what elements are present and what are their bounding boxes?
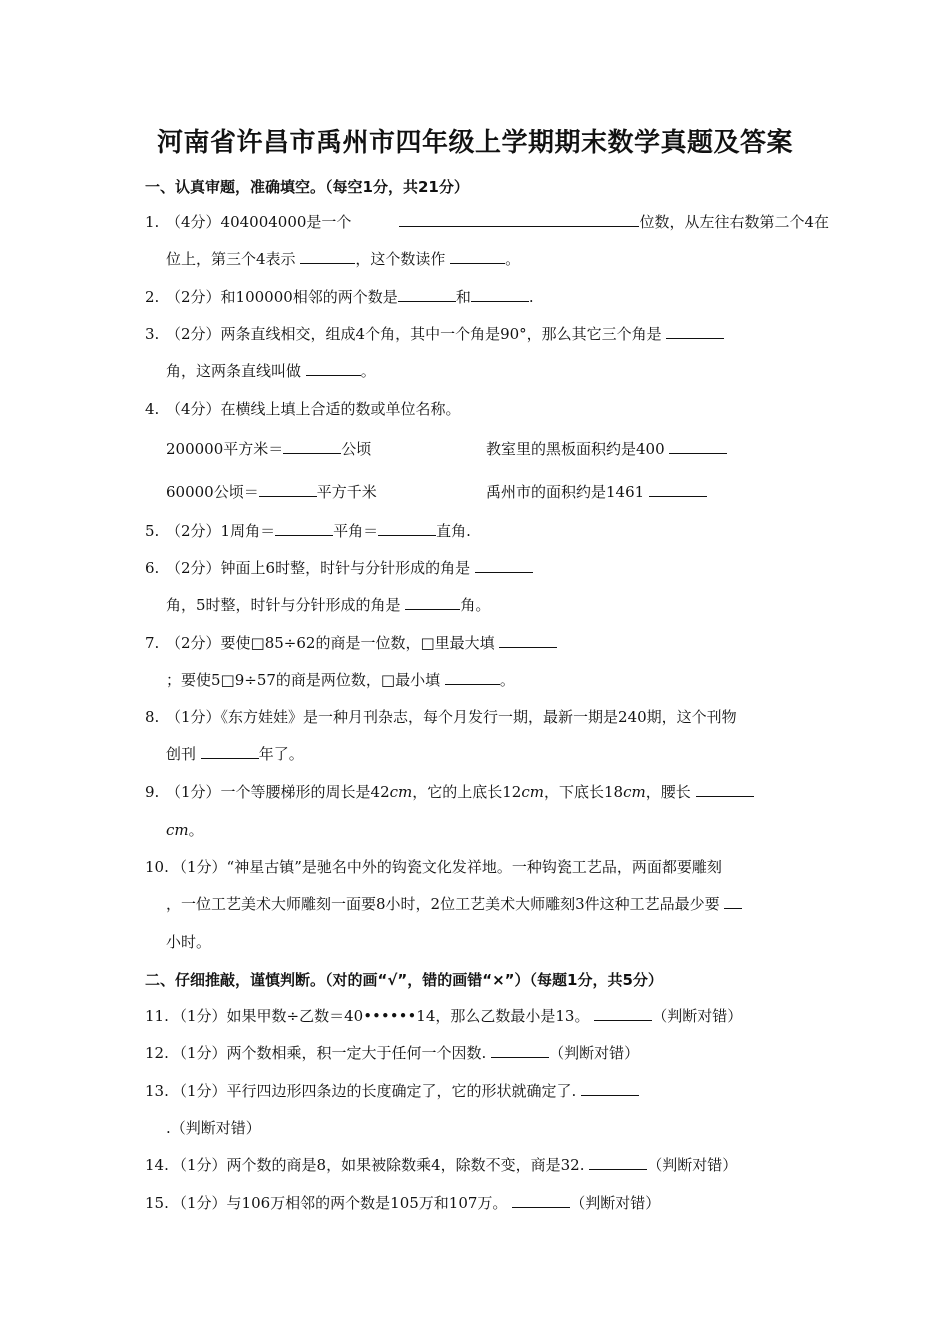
- q3-line2: [166, 361, 376, 381]
- q2-blank-2[interactable]: [471, 287, 529, 302]
- q8-text-c: 年了。: [258, 745, 304, 763]
- q5-text-a: （2分）1周角＝: [166, 522, 276, 540]
- q2-text-b: 和: [455, 288, 471, 306]
- q7-number: 7.: [145, 634, 160, 652]
- q3-blank-2[interactable]: [306, 361, 361, 376]
- q4-text-r1a: 200000平方米＝: [166, 440, 284, 458]
- q3-blank-1[interactable]: [666, 324, 724, 339]
- q14-text-a: （1分）两个数的商是8，如果被除数乘4，除数不变，商是32.: [172, 1156, 585, 1174]
- q3-number: 3.: [145, 325, 160, 343]
- q10-line3: 小时。: [166, 933, 212, 951]
- q14-blank-1[interactable]: [589, 1155, 647, 1170]
- q4-blank-2[interactable]: [669, 439, 727, 454]
- q2-line: [166, 287, 534, 307]
- q9-text-a: （1分）一个等腰梯形的周长是42: [166, 783, 390, 801]
- q14-number: 14.: [145, 1156, 169, 1174]
- q8-line1: （1分）《东方娃娃》是一种月刊杂志，每个月发行一期，最新一期是240期，这个刊物: [166, 708, 737, 726]
- q4-number: 4.: [145, 400, 160, 418]
- section-2-heading: 二、仔细推敲，谨慎判断。（对的画“√”，错的画错“×”）（每题1分，共5分）: [145, 971, 663, 989]
- q8-line2: [166, 744, 304, 764]
- q6-text-a: （2分）钟面上6时整，时针与分针形成的角是: [166, 559, 471, 577]
- q4-row1-right: [486, 439, 727, 459]
- q12-text-a: （1分）两个数相乘，积一定大于任何一个因数.: [172, 1044, 487, 1062]
- q8-text-b: 创刊: [166, 745, 197, 763]
- q11-number: 11.: [145, 1007, 169, 1025]
- q9-blank-1[interactable]: [696, 782, 754, 797]
- q13-line2: .（判断对错）: [166, 1119, 261, 1137]
- q15-blank-1[interactable]: [512, 1193, 570, 1208]
- q13-text-a: （1分）平行四边形四条边的长度确定了，它的形状就确定了.: [172, 1082, 577, 1100]
- q11-text-a: （1分）如果甲数÷乙数＝40••••••14，那么乙数最小是13。: [172, 1007, 590, 1025]
- q15-text-b: （判断对错）: [570, 1194, 661, 1212]
- q3-text-b: 角，这两条直线叫做: [166, 362, 302, 380]
- q10-text-b: ，一位工艺美术大师雕刻一面要8小时，2位工艺美术大师雕刻3件这种工艺品最少要: [166, 895, 720, 913]
- q4-blank-1[interactable]: [283, 439, 341, 454]
- q9-number: 9.: [145, 783, 160, 801]
- q5-line: [166, 521, 471, 541]
- q13-number: 13.: [145, 1082, 169, 1100]
- q7-text-c: 。: [499, 671, 515, 689]
- q6-text-b: 角，5时整，时针与分针形成的角是: [166, 596, 401, 614]
- q7-text-a: （2分）要使□85÷62的商是一位数，□里最大填: [166, 634, 495, 652]
- q1-number: 1.: [145, 213, 160, 231]
- section-1-heading: 一、认真审题，准确填空。（每空1分，共21分）: [145, 178, 469, 196]
- q3-line1: [166, 324, 724, 344]
- q9-text-d: ，腰长: [645, 783, 691, 801]
- q2-blank-1[interactable]: [398, 287, 456, 302]
- q9-unit-3: cm: [623, 783, 646, 801]
- q6-blank-1[interactable]: [475, 558, 533, 573]
- q1-text-e: 。: [505, 250, 521, 268]
- q11-blank-1[interactable]: [594, 1006, 652, 1021]
- q7-line1: [166, 633, 557, 653]
- q9-text-c: ，下底长18: [543, 783, 624, 801]
- q4-text-r1c: 教室里的黑板面积约是400: [486, 440, 665, 458]
- q13-blank-1[interactable]: [581, 1081, 639, 1096]
- q6-line2: [166, 595, 490, 615]
- q9-unit-2: cm: [521, 783, 544, 801]
- q15-text-a: （1分）与106万相邻的两个数是105万和107万。: [172, 1194, 508, 1212]
- q9-line2: [166, 820, 204, 840]
- q4-text-r2b: 平方千米: [316, 483, 377, 501]
- q1-line2: [166, 249, 520, 269]
- q2-text-c: .: [528, 288, 534, 306]
- q12-number: 12.: [145, 1044, 169, 1062]
- q3-text-a: （2分）两条直线相交，组成4个角，其中一个角是90°，那么其它三个角是: [166, 325, 662, 343]
- q9-text-b: ，它的上底长12: [412, 783, 522, 801]
- q1-text-b: 位数，从左往右数第二个4在: [639, 213, 829, 231]
- q4-text-r2c: 禹州市的面积约是1461: [486, 483, 645, 501]
- q10-line1: （1分）“神星古镇”是驰名中外的钩瓷文化发祥地。一种钩瓷工艺品，两面都要雕刻: [172, 858, 722, 876]
- q4-line1: （4分）在横线上填上合适的数或单位名称。: [166, 400, 461, 418]
- q7-blank-1[interactable]: [499, 633, 557, 648]
- q11-line: [172, 1006, 742, 1026]
- q5-text-b: 平角＝: [333, 522, 379, 540]
- q4-blank-4[interactable]: [649, 482, 707, 497]
- q9-line1: [166, 782, 754, 802]
- q5-number: 5.: [145, 522, 160, 540]
- q4-text-r2a: 60000公顷＝: [166, 483, 259, 501]
- q15-line: [172, 1193, 660, 1213]
- q8-number: 8.: [145, 708, 160, 726]
- q14-text-b: （判断对错）: [647, 1156, 738, 1174]
- q5-text-c: 直角.: [436, 522, 471, 540]
- q6-text-c: 角。: [460, 596, 491, 614]
- q4-row2-left: [166, 482, 377, 502]
- page-title: 河南省许昌市禹州市四年级上学期期末数学真题及答案: [156, 128, 793, 158]
- q15-number: 15.: [145, 1194, 169, 1212]
- q11-text-b: （判断对错）: [652, 1007, 743, 1025]
- q1-blank-3[interactable]: [450, 249, 505, 264]
- q1-text-a: （4分）404004000是一个: [166, 213, 352, 231]
- q2-number: 2.: [145, 288, 160, 306]
- q5-blank-2[interactable]: [378, 521, 436, 536]
- q6-number: 6.: [145, 559, 160, 577]
- q12-line: [172, 1043, 639, 1063]
- q10-number: 10.: [145, 858, 169, 876]
- q6-blank-2[interactable]: [405, 595, 460, 610]
- q4-row1-left: [166, 439, 371, 459]
- q10-line2: [166, 894, 742, 914]
- q9-unit-1: cm: [389, 783, 413, 801]
- q4-row2-right: [486, 482, 707, 502]
- q7-text-b: ；要使5□9÷57的商是两位数，□最小填: [166, 671, 441, 689]
- q1-text-c: 位上，第三个4表示: [166, 250, 296, 268]
- q6-line1: [166, 558, 533, 578]
- q13-line1: [172, 1081, 639, 1101]
- q2-text-a: （2分）和100000相邻的两个数是: [166, 288, 398, 306]
- q1-blank-2[interactable]: [300, 249, 355, 264]
- q3-text-c: 。: [360, 362, 376, 380]
- q7-blank-2[interactable]: [445, 670, 500, 685]
- q8-blank-1[interactable]: [201, 744, 259, 759]
- q1-blank-1[interactable]: [399, 212, 639, 227]
- q9-text-f: 。: [188, 821, 204, 839]
- q1-text-d: ，这个数读作: [355, 250, 446, 268]
- q4-blank-3[interactable]: [259, 482, 317, 497]
- q1-line1: [166, 212, 829, 232]
- q10-blank-1[interactable]: [724, 894, 742, 909]
- q14-line: [172, 1155, 737, 1175]
- q7-line2: [166, 670, 515, 690]
- q4-text-r1b: 公顷: [341, 440, 372, 458]
- q9-unit-4: cm: [166, 821, 189, 839]
- q12-blank-1[interactable]: [491, 1043, 549, 1058]
- q12-text-b: （判断对错）: [549, 1044, 640, 1062]
- q5-blank-1[interactable]: [275, 521, 333, 536]
